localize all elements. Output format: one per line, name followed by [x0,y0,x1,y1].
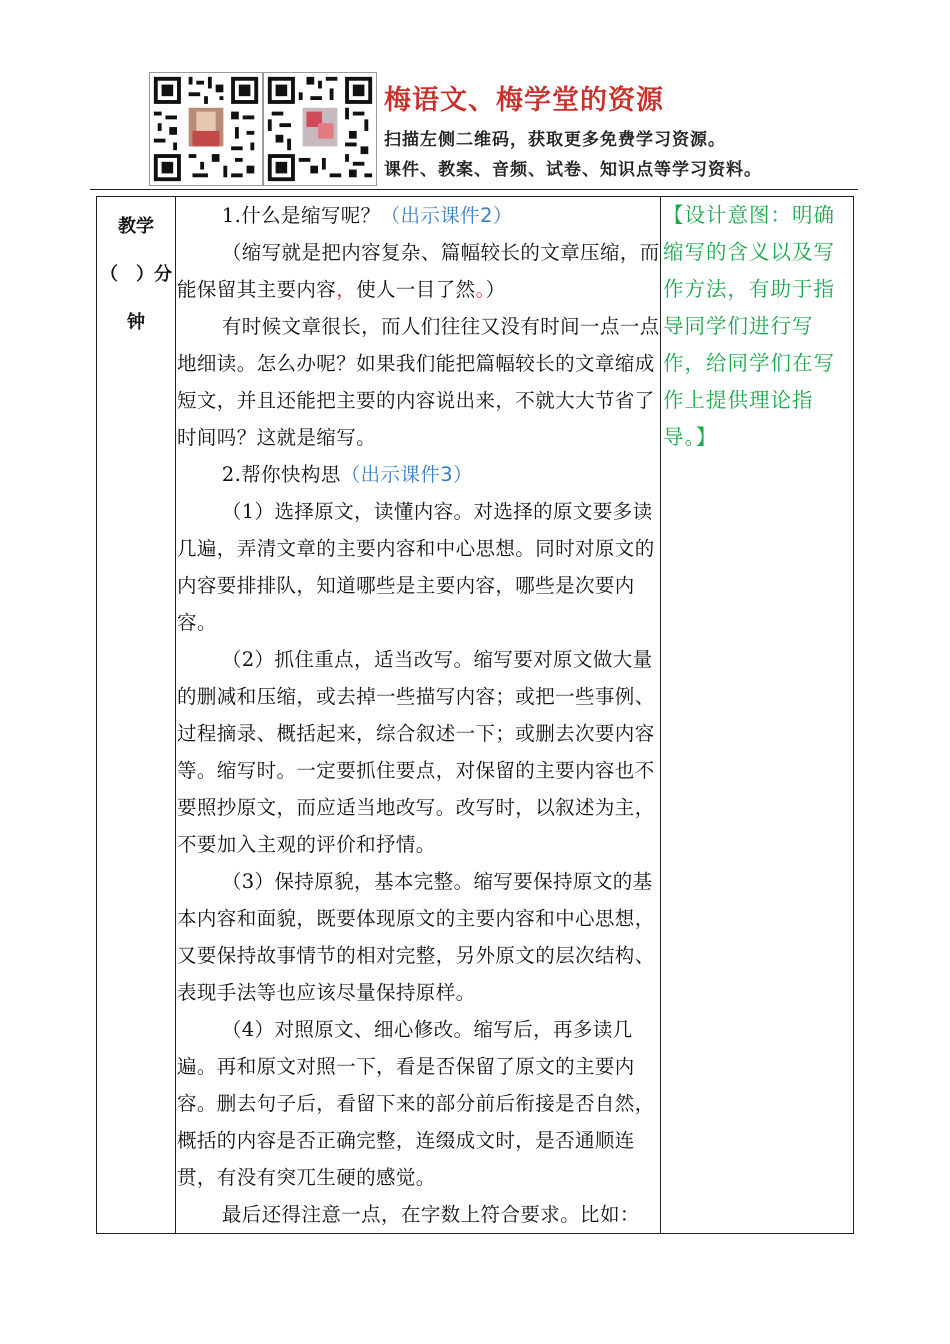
question-text: 1.什么是缩写呢？ [221,204,381,227]
qr-code-icon [150,73,262,185]
paragraph: （3）保持原貌，基本完整。缩写要保持原文的基本内容和面貌，既要体现原文的主要内容和中心思想，又要保持故事情节的相对完整，另外原文的层次结构、表现手法等也应该尽量保持原样。 [177,870,655,1004]
stage-label-line: 教学 [118,216,154,237]
definition-text: （缩写就是把内容复杂、篇幅较长的文章压缩，而能保留其主要内容 [177,241,660,301]
qr-code-icon [264,73,376,185]
paragraph [177,234,660,308]
table-row [97,197,854,1234]
paragraph: 有时候文章很长，而人们往往又没有时间一点一点地细读。怎么办呢？如果我们能把篇幅较长的文章缩成短文，并且还能把主要的内容说出来，不就大大节省了时间吗？这就是缩写。 [177,315,660,449]
brand-resources-line: 课件、教案、音频、试卷、知识点等学习资料。 [384,160,762,180]
paragraph: （2）抓住重点，适当改写。缩写要对原文做大量的删减和压缩，或去掉一些描写内容；或把一些事例、过程摘录、概括起来，综合叙述一下；或删去次要内容等。缩写时。一定要抓住要点，对保留的主要内容也不要照抄原文，而应适当地改写。改写时，以叙述为主，不要加入主观的评价和抒情。 [177,648,655,856]
design-intent-cell [661,197,854,1234]
paragraph [177,456,660,493]
paragraph [177,197,660,234]
teaching-content [176,197,660,1233]
red-comma: ， [336,278,357,301]
stage-label-line: （ ）分 [100,264,172,285]
section-heading: 2.帮你快构思 [221,463,341,486]
brand-title: 梅语文、梅学堂的资源 [384,85,664,116]
qr-code-left [149,72,263,186]
red-period: 。 [475,278,486,301]
paragraph: 最后还得注意一点，在字数上符合要求。比如： [221,1203,640,1226]
qr-code-right [263,72,377,186]
lesson-plan-table [96,196,854,1234]
brand-tagline: 扫描左侧二维码，获取更多免费学习资源。 [384,130,726,150]
design-intent-note: 【设计意图：明确缩写的含义以及写作方法，有助于指导同学们进行写作，给同学们在写作上提供理论指导。】 [663,203,835,449]
stage-label-line: 钟 [127,312,145,333]
header-divider [90,189,858,190]
teaching-content-cell [176,197,661,1234]
stage-label [97,197,175,347]
courseware-note: （出示课件2） [380,204,513,227]
definition-text: 使人一目了然 [356,278,476,301]
definition-text: ） [485,278,506,301]
courseware-note: （出示课件3） [340,463,473,486]
paragraph: （1）选择原文，读懂内容。对选择的原文要多读几遍，弄清文章的主要内容和中心思想。同时对原文的内容要排排队，知道哪些是主要内容，哪些是次要内容。 [177,500,655,634]
paragraph: （4）对照原文、细心修改。缩写后，再多读几遍。再和原文对照一下，看是否保留了原文的主要内容。删去句子后，看留下来的部分前后衔接是否自然，概括的内容是否正确完整，连缀成文时，是否通顺连贯，有没有突兀生硬的感觉。 [177,1018,655,1189]
stage-label-cell [97,197,176,1234]
